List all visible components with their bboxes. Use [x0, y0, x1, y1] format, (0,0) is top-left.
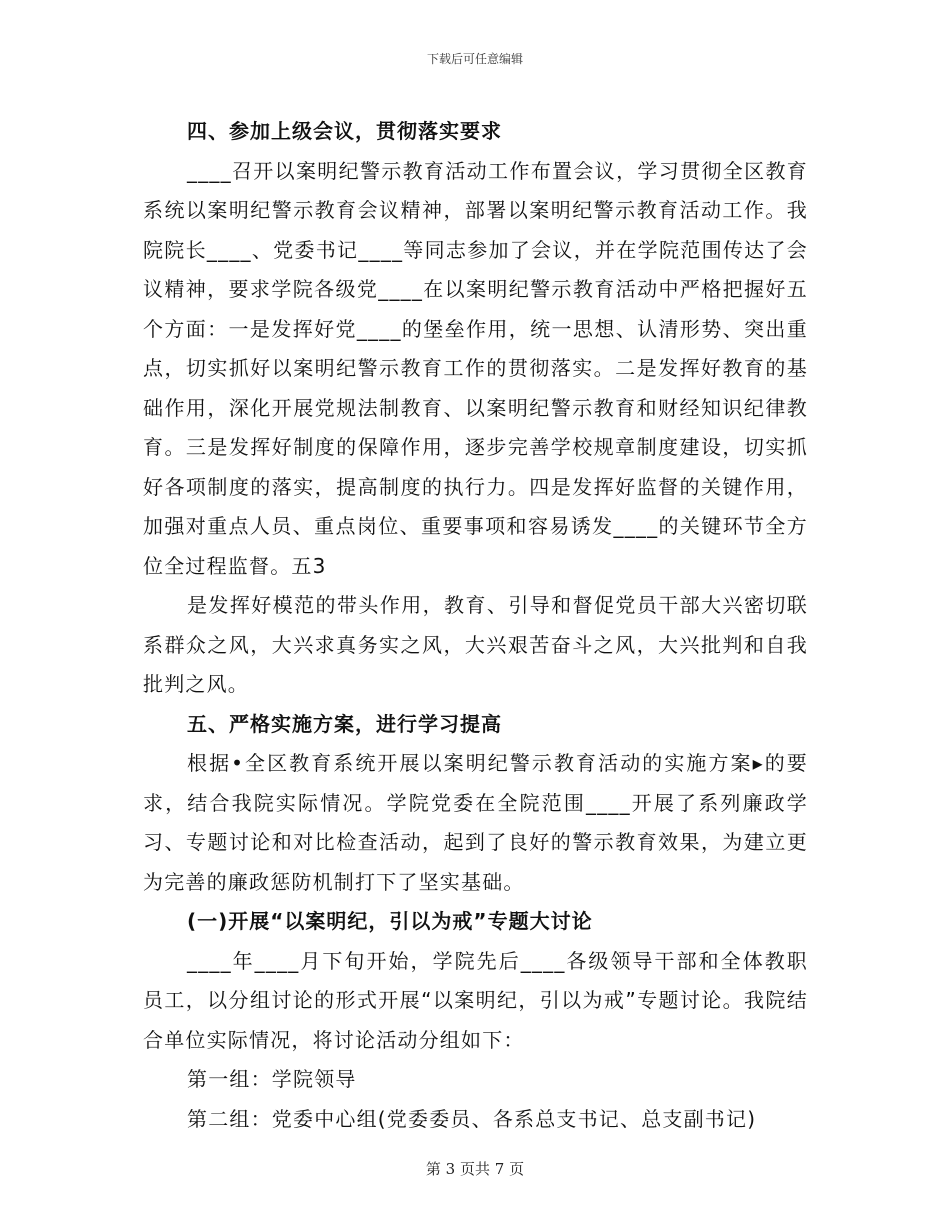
section-heading-4: 四、参加上级会议，贯彻落实要求 — [187, 119, 502, 143]
group-item: 第一组：学院领导 — [187, 1067, 357, 1091]
document-body — [143, 112, 808, 1139]
subsection-heading: (一)开展“以案明纪，引以为戒”专题大讨论 — [187, 909, 593, 933]
group-item: 第二组：党委中心组(党委委员、各系总支书记、总支副书记) — [187, 1106, 757, 1131]
paragraph: ____年____月下旬开始，学院先后____各级领导干部和全体教职员工，以分组讨论的形式开展“以案明纪，引以为戒”专题讨论。我院结合单位实际情况，将讨论活动分组如下： — [143, 948, 808, 1052]
paragraph: 根据•全区教育系统开展以案明纪警示教育活动的实施方案▸的要求，结合我院实际情况。学院党委在全院范围____开展了系列廉政学习、专题讨论和对比检查活动，起到了良好的警示教育效果，为建立更为完善的廉政惩防机制打下了坚实基础。 — [143, 751, 808, 894]
page-header: 下载后可任意编辑 — [426, 52, 523, 66]
page-footer: 第 3 页共 7 页 — [425, 1160, 525, 1178]
paragraph: ____召开以案明纪警示教育活动工作布置会议，学习贯彻全区教育系统以案明纪警示教育会议精神，部署以案明纪警示教育活动工作。我院院长____、党委书记____等同志参加了会议，并在学院范围传达了会议精神，要求学院各级党____在以案明纪警示教育活动中严格把握好五个方面：一是发挥好党____的堡垒作用，统一思想、认清形势、突出重点，切实抓好以案明纪警示教育工作的贯彻落实。二是发挥好教育的基础作用，深化开展党规法制教育、以案明纪警示教育和财经知识纪律教育。三是发挥好制度的保障作用，逐步完善学校规章制度建设，切实抓好各项制度的落实，提高制度的执行力。四是发挥好监督的关键作用，加强对重点人员、重点岗位、重要事项和容易诱发____的关键环节全方位全过程监督。五3 — [143, 158, 808, 578]
paragraph: 是发挥好模范的带头作用，教育、引导和督促党员干部大兴密切联系群众之风，大兴求真务实之风，大兴艰苦奋斗之风，大兴批判和自我批判之风。 — [143, 593, 808, 696]
section-heading-5: 五、严格实施方案，进行学习提高 — [187, 711, 502, 736]
